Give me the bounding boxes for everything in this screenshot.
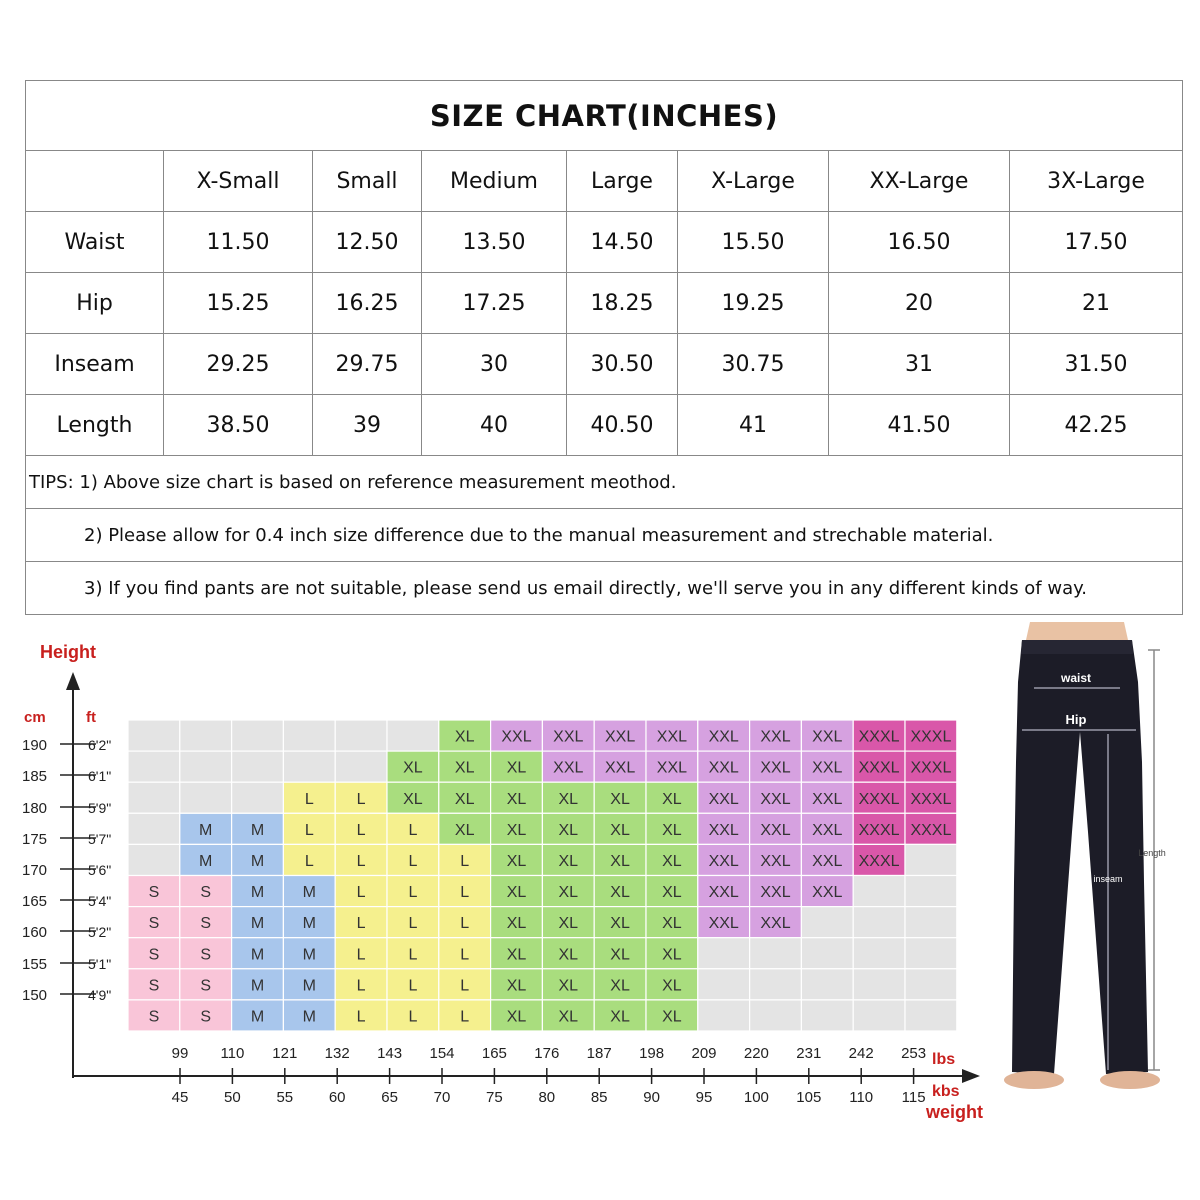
- table-cell: 38.50: [164, 395, 313, 455]
- grid-cell-label: S: [200, 946, 212, 964]
- grid-cell-label: XXL: [708, 915, 739, 933]
- grid-cell-label: XXL: [812, 884, 843, 902]
- grid-cell: [905, 938, 957, 969]
- grid-cell-label: XL: [454, 821, 475, 839]
- table-cell: 31: [829, 334, 1010, 394]
- grid-cell-label: XL: [610, 1008, 630, 1026]
- table-row: [26, 334, 1182, 395]
- grid-cell-label: L: [304, 821, 314, 839]
- table-cell: 30.75: [678, 334, 829, 394]
- grid-cell: [128, 720, 180, 751]
- table-row: [26, 273, 1182, 334]
- grid-cell-label: M: [250, 977, 265, 995]
- grid-cell-label: XL: [662, 884, 682, 902]
- grid-cell-label: XL: [558, 852, 579, 870]
- table-header-row: [26, 151, 1182, 212]
- grid-cell-label: XXL: [708, 728, 739, 746]
- model-measurement-illustration: [992, 622, 1172, 1102]
- table-cell: 39: [313, 395, 422, 455]
- table-cell: 15.25: [164, 273, 313, 333]
- grid-cell-label: XXL: [812, 852, 843, 870]
- x-tick-label-lbs: 231: [796, 1045, 822, 1062]
- grid-cell-label: S: [148, 915, 160, 933]
- table-cell: 16.25: [313, 273, 422, 333]
- grid-cell-label: M: [302, 946, 316, 964]
- grid-cell: [905, 969, 957, 1000]
- table-cell: 41: [678, 395, 829, 455]
- grid-cell-label: XXXL: [858, 759, 900, 777]
- y-tick-label-ft: 5'7": [88, 831, 112, 847]
- grid-cell-label: XL: [454, 728, 475, 746]
- x-tick-label-lbs: 187: [586, 1045, 612, 1062]
- y-tick-label-cm: 160: [22, 924, 48, 941]
- grid-cell-label: L: [356, 852, 366, 870]
- grid-cell-label: XXXL: [858, 728, 900, 746]
- table-cell: 20: [829, 273, 1010, 333]
- grid-cell: [801, 938, 853, 969]
- y-tick-label-ft: 6'1": [88, 768, 112, 784]
- tip-3: 3) If you find pants are not suitable, please send us email directly, we'll serve you in any different kinds of way.: [84, 577, 1087, 599]
- pants-waistband: [1021, 640, 1133, 654]
- grid-cell-label: M: [302, 884, 316, 902]
- table-row: [26, 395, 1182, 456]
- grid-cell: [853, 938, 905, 969]
- grid-cell-label: XL: [662, 977, 682, 995]
- model-pants: [1012, 640, 1148, 1074]
- header-cell: X-Small: [164, 151, 313, 211]
- grid-cell-label: XL: [558, 946, 579, 964]
- grid-cell: [698, 938, 750, 969]
- table-cell: 12.50: [313, 212, 422, 272]
- table-cell: 13.50: [422, 212, 567, 272]
- header-cell: Small: [313, 151, 422, 211]
- grid-cell-label: M: [250, 915, 265, 933]
- grid-cell-label: L: [356, 884, 366, 902]
- y-unit-cm: cm: [24, 709, 46, 726]
- x-tick-label-kg: 45: [171, 1089, 189, 1106]
- grid-cell-label: XXL: [656, 728, 688, 746]
- x-tick-label-lbs: 209: [691, 1045, 717, 1062]
- size-chart-table: [25, 80, 1183, 615]
- table-cell: 29.25: [164, 334, 313, 394]
- table-cell: 30.50: [567, 334, 678, 394]
- grid-cell-label: L: [460, 946, 470, 964]
- grid-cell: [232, 782, 284, 813]
- y-axis-title: Height: [40, 642, 96, 662]
- grid-cell-label: XL: [506, 790, 527, 808]
- grid-cell-label: L: [356, 977, 366, 995]
- grid-cell-label: XXXL: [910, 759, 952, 777]
- grid-cell-label: L: [408, 946, 418, 964]
- grid-cell-label: XL: [662, 790, 682, 808]
- grid-cell-label: XL: [662, 852, 682, 870]
- grid-cell: [698, 969, 750, 1000]
- model-torso: [1026, 622, 1128, 640]
- grid-cell-label: XXL: [604, 759, 636, 777]
- grid-cell-label: M: [199, 852, 213, 870]
- grid-cell-label: S: [148, 884, 160, 902]
- grid-cell-label: L: [460, 884, 470, 902]
- grid-cell-label: XXL: [760, 884, 791, 902]
- row-label: Waist: [26, 212, 164, 272]
- grid-cell-label: M: [250, 884, 265, 902]
- grid-cell: [801, 969, 853, 1000]
- grid-cell-label: XL: [558, 790, 579, 808]
- y-tick-label-cm: 150: [22, 987, 48, 1004]
- grid-cell: [180, 720, 232, 751]
- y-tick-label-ft: 5'2": [88, 924, 112, 940]
- grid-cell-label: L: [408, 884, 418, 902]
- grid-cell-label: L: [408, 915, 418, 933]
- grid-cell-label: XXL: [760, 852, 791, 870]
- grid-cell-label: S: [148, 1008, 160, 1026]
- row-label: Length: [26, 395, 164, 455]
- grid-cell-label: M: [199, 821, 213, 839]
- y-tick-label-cm: 155: [22, 956, 48, 973]
- grid-cell: [750, 1000, 802, 1031]
- x-tick-label-lbs: 110: [220, 1045, 245, 1062]
- grid-cell-label: XL: [403, 790, 423, 808]
- y-tick-label-cm: 185: [22, 768, 48, 785]
- grid-cell-label: S: [200, 1008, 212, 1026]
- grid-cell: [905, 1000, 957, 1031]
- table-cell: 30: [422, 334, 567, 394]
- grid-cell-label: XXL: [760, 821, 791, 839]
- table-cell: 40.50: [567, 395, 678, 455]
- x-tick-label-kg: 65: [381, 1089, 398, 1106]
- x-tick-label-lbs: 242: [848, 1045, 874, 1062]
- grid-cell: [335, 751, 387, 782]
- grid-cell-label: M: [250, 821, 265, 839]
- grid-cell-label: XL: [662, 946, 682, 964]
- grid-cell-label: L: [356, 946, 366, 964]
- grid-cell: [128, 844, 180, 875]
- grid-cell-label: XL: [558, 1008, 579, 1026]
- grid-cell: [750, 938, 802, 969]
- grid-cell-label: L: [408, 852, 418, 870]
- x-unit-kg: kbs: [932, 1083, 960, 1100]
- grid-cell: [128, 782, 180, 813]
- inseam-label: inseam: [1093, 874, 1123, 884]
- y-tick-label-ft: 5'1": [88, 956, 112, 972]
- grid-cell-label: XL: [506, 946, 527, 964]
- grid-cell-label: XL: [454, 759, 475, 777]
- grid-cell: [283, 751, 335, 782]
- x-tick-label-lbs: 198: [639, 1045, 665, 1062]
- grid-cell-label: XL: [610, 977, 630, 995]
- grid-cell: [750, 969, 802, 1000]
- x-tick-label-lbs: 99: [171, 1045, 189, 1062]
- grid-cell-label: XL: [662, 821, 682, 839]
- height-weight-chart: [0, 630, 995, 1130]
- grid-cell-label: XL: [506, 884, 527, 902]
- grid-cell: [283, 720, 335, 751]
- table-cell: 29.75: [313, 334, 422, 394]
- grid-cell-label: XL: [558, 977, 579, 995]
- header-cell: X-Large: [678, 151, 829, 211]
- y-tick-label-cm: 170: [22, 862, 48, 879]
- grid-cell-label: XXXL: [910, 790, 952, 808]
- table-cell: 17.50: [1064, 229, 1128, 255]
- grid-cell: [905, 844, 957, 875]
- grid-cell: [180, 751, 232, 782]
- grid-cell-label: XL: [558, 915, 579, 933]
- table-cell: 19.25: [678, 273, 829, 333]
- grid-cell-label: L: [460, 852, 470, 870]
- grid-cell-label: L: [460, 915, 470, 933]
- grid-cell: [387, 720, 439, 751]
- header-cell: Large: [567, 151, 678, 211]
- table-row: [26, 212, 1182, 273]
- grid-cell-label: S: [148, 946, 160, 964]
- grid-cell-label: M: [302, 1008, 316, 1026]
- grid-cell-label: L: [408, 977, 418, 995]
- length-label: Length: [1138, 848, 1166, 858]
- y-tick-label-cm: 165: [22, 893, 48, 910]
- grid-cell-label: XXL: [553, 759, 584, 777]
- x-tick-label-kg: 90: [643, 1089, 660, 1106]
- grid-cell-label: XXL: [760, 759, 791, 777]
- grid-cell-label: XL: [662, 1008, 682, 1026]
- grid-cell-label: M: [250, 852, 265, 870]
- size-grid: [128, 720, 957, 1031]
- x-tick-label-kg: 115: [901, 1089, 926, 1106]
- x-unit-lbs: lbs: [932, 1051, 956, 1068]
- x-tick-label-kg: 50: [224, 1089, 241, 1106]
- x-tick-label-lbs: 165: [481, 1045, 507, 1062]
- row-label: Inseam: [26, 334, 164, 394]
- x-axis-arrow-icon: [962, 1069, 980, 1083]
- x-tick-label-lbs: 154: [429, 1045, 455, 1062]
- x-tick-label-kg: 80: [538, 1089, 556, 1106]
- grid-cell-label: XXXL: [910, 728, 952, 746]
- grid-cell: [128, 751, 180, 782]
- grid-cell: [180, 782, 232, 813]
- grid-cell-label: XL: [610, 915, 630, 933]
- grid-cell: [232, 720, 284, 751]
- y-tick-label-cm: 180: [22, 800, 48, 817]
- hip-label: Hip: [1065, 712, 1087, 727]
- grid-cell-label: S: [200, 977, 212, 995]
- x-tick-label-lbs: 220: [743, 1045, 769, 1062]
- x-tick-label-lbs: 143: [377, 1045, 403, 1062]
- y-tick-label-ft: 5'6": [88, 862, 112, 878]
- grid-cell-label: XL: [610, 852, 630, 870]
- grid-cell-label: XXL: [656, 759, 688, 777]
- table-cell: 14.50: [567, 212, 678, 272]
- x-tick-label-kg: 70: [433, 1089, 451, 1106]
- table-cell: 16.50: [829, 212, 1010, 272]
- x-tick-label-kg: 75: [486, 1089, 503, 1106]
- grid-cell-label: XL: [610, 790, 630, 808]
- grid-cell-label: L: [356, 790, 366, 808]
- grid-cell-label: XL: [610, 884, 630, 902]
- x-tick-label-kg: 60: [328, 1089, 346, 1106]
- grid-cell-label: XXL: [812, 821, 843, 839]
- grid-cell: [853, 969, 905, 1000]
- x-tick-label-kg: 85: [590, 1089, 608, 1106]
- grid-cell-label: L: [460, 977, 470, 995]
- x-tick-label-kg: 110: [849, 1089, 874, 1106]
- row-label: Hip: [26, 273, 164, 333]
- table-cell: 17.25: [422, 273, 567, 333]
- table-cell: 41.50: [829, 395, 1010, 455]
- table-cell: 21: [1082, 290, 1110, 316]
- grid-cell-label: XL: [506, 977, 527, 995]
- header-cell: [26, 151, 164, 211]
- grid-cell: [335, 720, 387, 751]
- grid-cell-label: XXL: [708, 821, 739, 839]
- grid-cell: [801, 907, 853, 938]
- table-cell: 40: [422, 395, 567, 455]
- grid-cell-label: L: [408, 821, 418, 839]
- y-tick-label-cm: 190: [22, 737, 48, 754]
- grid-cell: [128, 813, 180, 844]
- grid-cell-label: M: [302, 977, 316, 995]
- grid-cell-label: L: [356, 915, 366, 933]
- grid-cell-label: XL: [506, 821, 527, 839]
- grid-cell-label: XXL: [553, 728, 584, 746]
- y-tick-label-ft: 5'9": [88, 800, 112, 816]
- grid-cell-label: XXXL: [858, 852, 900, 870]
- y-tick-label-ft: 4'9": [88, 987, 112, 1003]
- grid-cell-label: XL: [558, 884, 579, 902]
- grid-cell-label: XL: [403, 759, 423, 777]
- grid-cell-label: XXL: [760, 790, 791, 808]
- y-tick-label-ft: 6'2": [88, 737, 112, 753]
- table-title: SIZE CHART(INCHES): [26, 81, 1182, 151]
- waist-label: waist: [1060, 671, 1092, 685]
- grid-cell-label: XXXL: [910, 821, 952, 839]
- x-tick-label-kg: 100: [743, 1089, 769, 1106]
- x-tick-label-kg: 95: [695, 1089, 713, 1106]
- y-axis-arrow-icon: [66, 672, 80, 690]
- grid-cell-label: XXL: [708, 790, 739, 808]
- grid-cell-label: XXL: [812, 759, 843, 777]
- grid-cell-label: XL: [454, 790, 475, 808]
- header-cell: XX-Large: [829, 151, 1010, 211]
- grid-cell-label: XXL: [708, 759, 739, 777]
- grid-cell-label: L: [304, 790, 314, 808]
- grid-cell: [853, 907, 905, 938]
- grid-cell: [853, 1000, 905, 1031]
- tip-2: 2) Please allow for 0.4 inch size difference due to the manual measurement and strechable material.: [26, 509, 1182, 562]
- grid-cell-label: XL: [506, 852, 527, 870]
- grid-cell-label: L: [460, 1008, 470, 1026]
- grid-cell-label: XXL: [760, 915, 791, 933]
- grid-cell-label: XXL: [760, 728, 791, 746]
- y-tick-label-ft: 5'4": [88, 893, 112, 909]
- tip-1: TIPS: 1) Above size chart is based on reference measurement meothod.: [26, 456, 1182, 509]
- grid-cell-label: L: [408, 1008, 418, 1026]
- grid-cell-label: XL: [506, 915, 527, 933]
- grid-cell: [905, 876, 957, 907]
- grid-cell-label: L: [304, 852, 314, 870]
- x-tick-label-lbs: 121: [272, 1045, 298, 1062]
- x-tick-label-lbs: 132: [324, 1045, 350, 1062]
- table-cell: 42.25: [1064, 412, 1128, 438]
- grid-cell-label: XXXL: [858, 790, 900, 808]
- model-left-foot: [1004, 1071, 1064, 1089]
- y-tick-label-cm: 175: [22, 831, 48, 848]
- table-cell: 15.50: [678, 212, 829, 272]
- grid-cell-label: XXXL: [858, 821, 900, 839]
- grid-cell-label: XL: [506, 759, 527, 777]
- grid-cell-label: XL: [610, 946, 630, 964]
- x-tick-label-kg: 55: [276, 1089, 294, 1106]
- grid-cell-label: XL: [662, 915, 682, 933]
- grid-cell-label: XXL: [604, 728, 636, 746]
- grid-cell-label: XXL: [708, 852, 739, 870]
- grid-cell-label: XXL: [812, 728, 843, 746]
- grid-cell-label: XXL: [708, 884, 739, 902]
- x-tick-label-lbs: 176: [534, 1045, 560, 1062]
- grid-cell-label: L: [356, 1008, 366, 1026]
- grid-cell-label: S: [200, 884, 212, 902]
- grid-cell: [905, 907, 957, 938]
- grid-cell-label: S: [148, 977, 160, 995]
- grid-cell-label: S: [200, 915, 212, 933]
- grid-cell-label: XXL: [501, 728, 532, 746]
- x-tick-label-lbs: 253: [901, 1045, 927, 1062]
- grid-cell: [698, 1000, 750, 1031]
- x-axis-title: weight: [926, 1102, 983, 1122]
- table-cell: 11.50: [164, 212, 313, 272]
- grid-cell-label: XL: [558, 821, 579, 839]
- grid-cell: [232, 751, 284, 782]
- grid-cell-label: M: [250, 1008, 265, 1026]
- grid-cell-label: XXL: [812, 790, 843, 808]
- table-cell: 31.50: [1064, 351, 1128, 377]
- model-right-foot: [1100, 1071, 1160, 1089]
- x-tick-label-kg: 105: [796, 1089, 822, 1106]
- grid-cell-label: XL: [506, 1008, 527, 1026]
- table-cell: 18.25: [567, 273, 678, 333]
- grid-cell-label: XL: [610, 821, 630, 839]
- grid-cell: [801, 1000, 853, 1031]
- grid-cell: [853, 876, 905, 907]
- grid-cell-label: M: [302, 915, 316, 933]
- grid-cell-label: M: [250, 946, 265, 964]
- header-cell: 3X-Large: [1047, 168, 1145, 194]
- grid-cell-label: L: [356, 821, 366, 839]
- y-unit-ft: ft: [86, 709, 96, 726]
- header-cell: Medium: [422, 151, 567, 211]
